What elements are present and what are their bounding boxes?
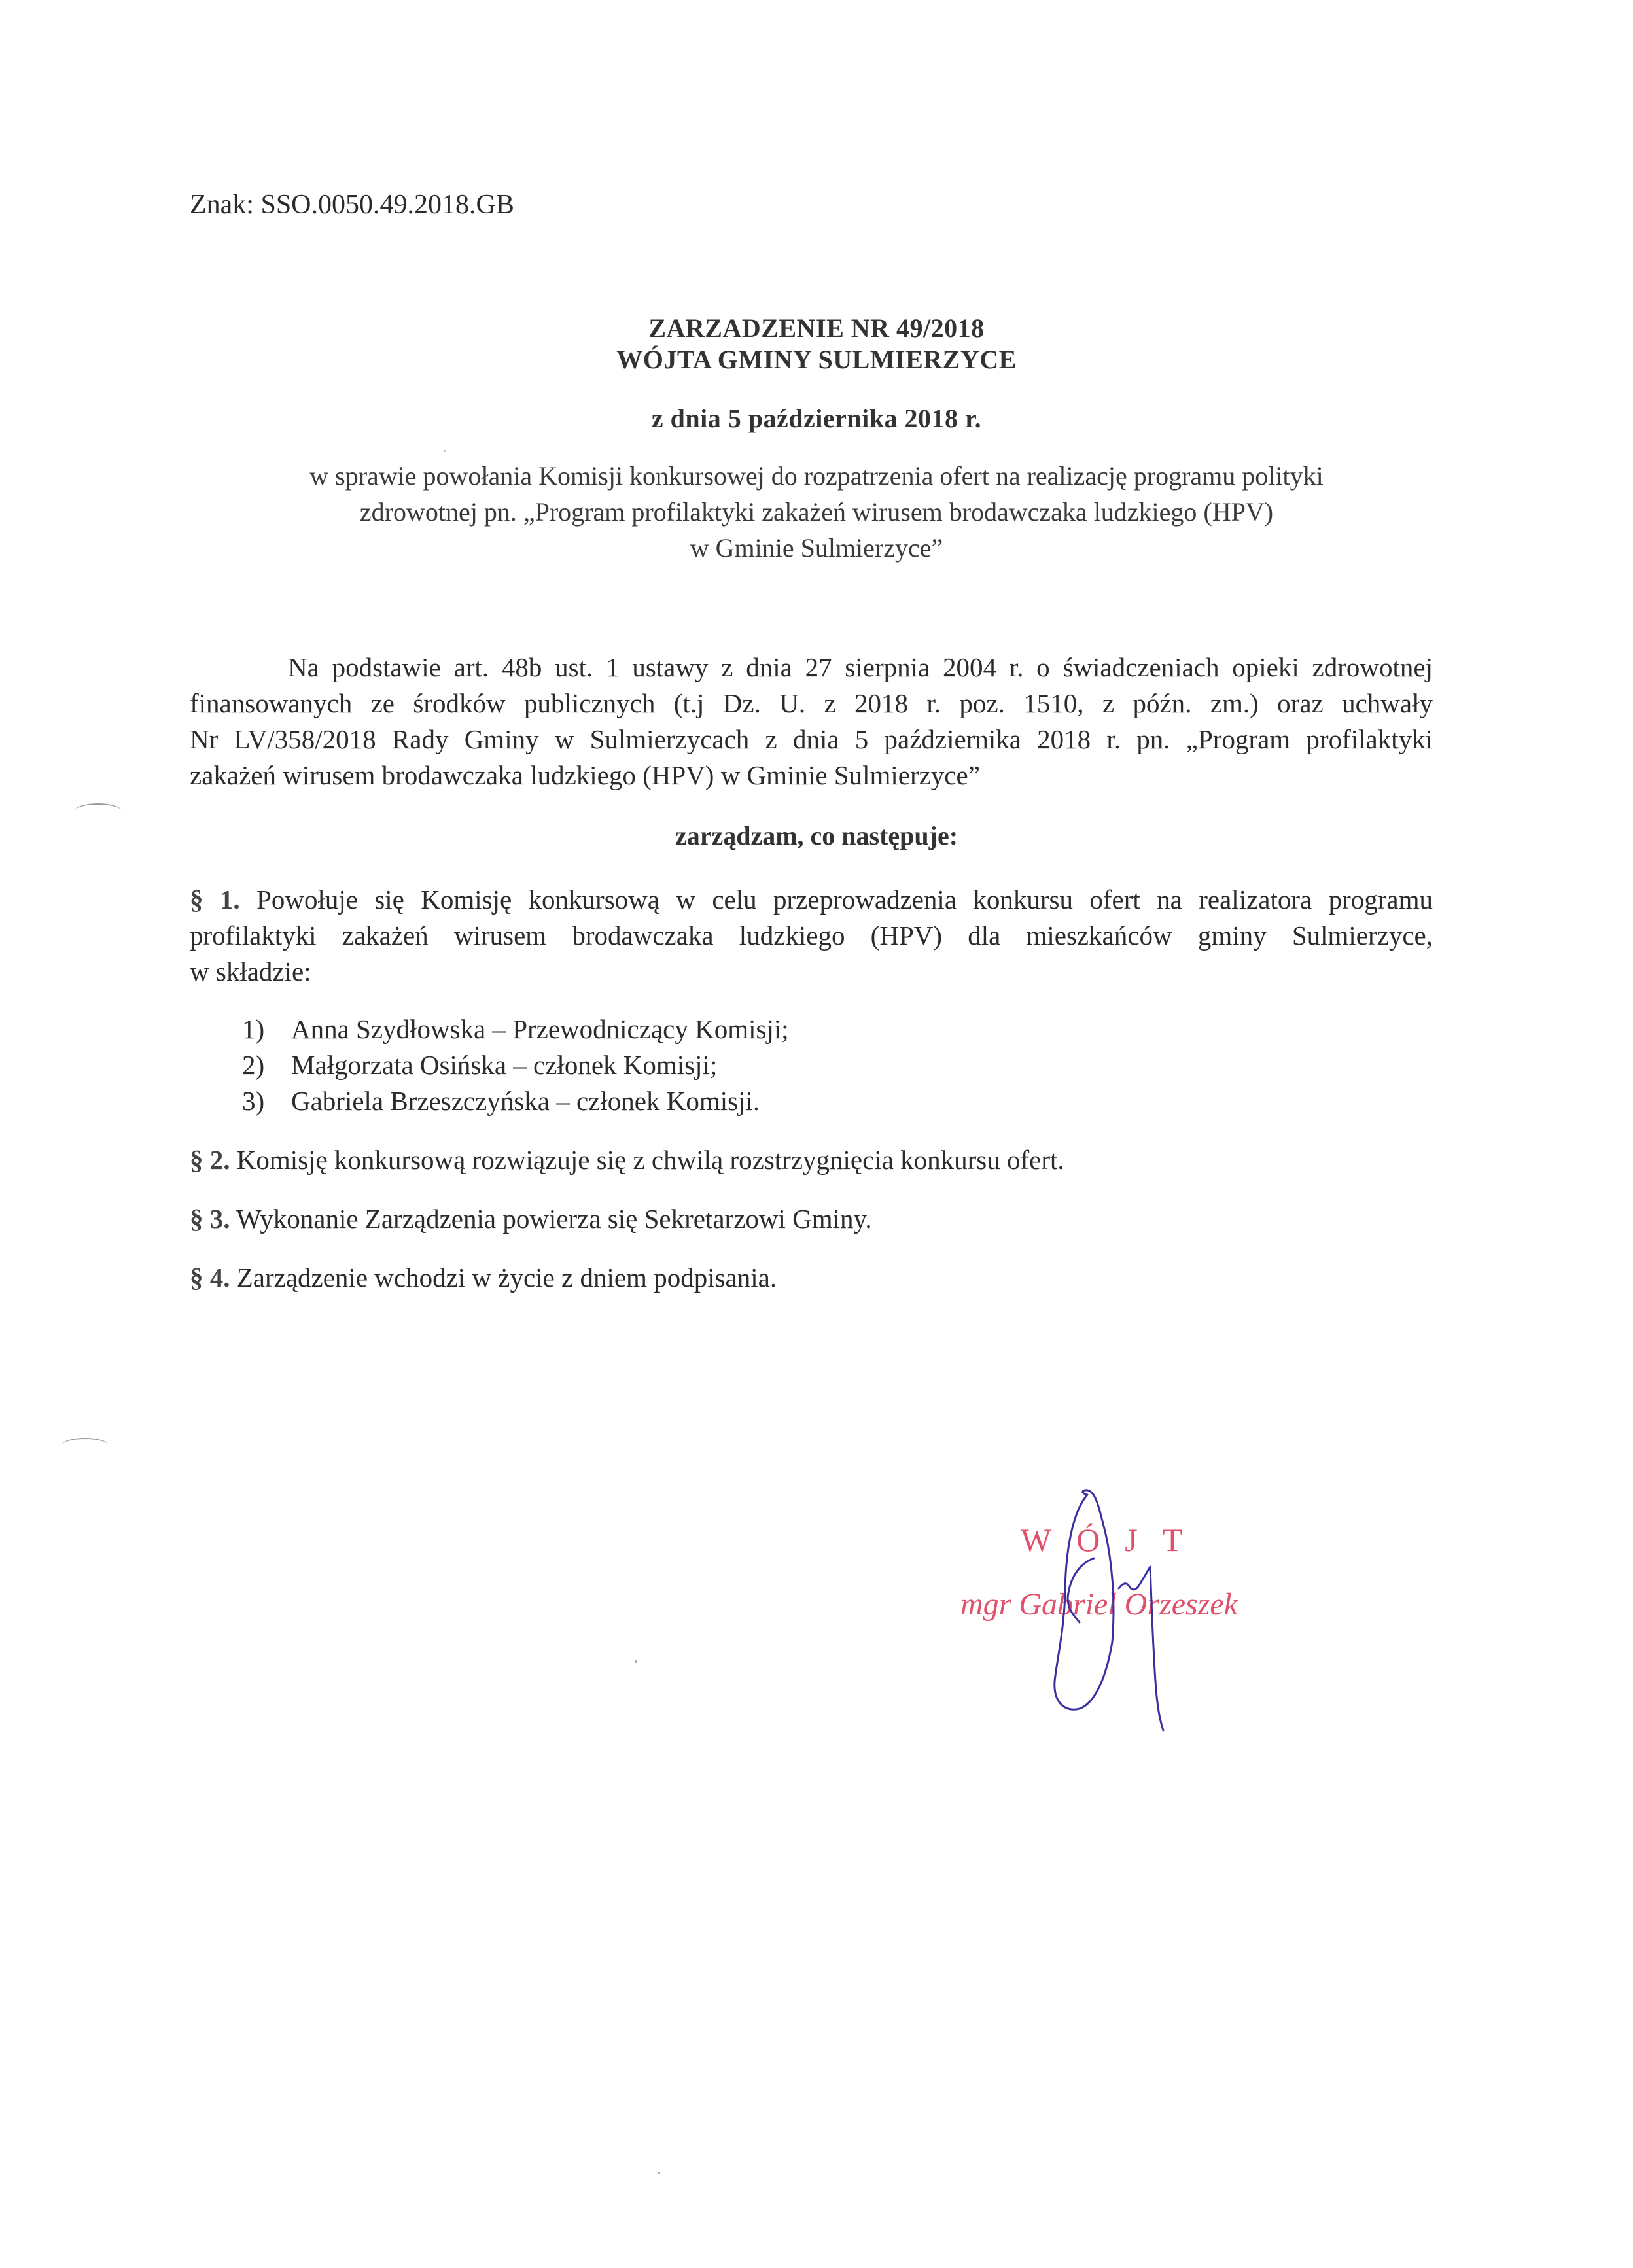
signature-stroke [1119, 1567, 1163, 1730]
document-title: ZARZADZENIE NR 49/2018 [648, 313, 985, 343]
stamp-title: WÓJT [1021, 1522, 1208, 1558]
subject-line: zdrowotnej pn. „Program profilaktyki zakażeń wirusem brodawczaka ludzkiego (HPV) [359, 497, 1274, 527]
signature-stroke [1055, 1490, 1114, 1709]
section-3-text: Wykonanie Zarządzenia powierza się Sekretarzowi Gminy. [236, 1204, 872, 1234]
member-number: 2) [242, 1050, 265, 1080]
section-mark: § 4. [190, 1263, 230, 1293]
subject-line: w sprawie powołania Komisji konkursowej do rozpatrzenia ofert na realizację programu polityki [309, 461, 1324, 491]
preamble-line: Na podstawie art. 48b ust. 1 ustawy z dnia 27 sierpnia 2004 r. o świadczeniach opieki zdrowotnej [288, 652, 1433, 682]
section-1-line: w składzie: [190, 956, 311, 986]
document-issuer: WÓJTA GMINY SULMIERZYCE [616, 345, 1017, 374]
section-4-text: Zarządzenie wchodzi w życie z dniem podpisania. [236, 1263, 777, 1293]
section-1-line: profilaktyki zakażeń wirusem brodawczaka ludzkiego (HPV) dla mieszkańców gminy Sulmierzyce, [190, 920, 1433, 951]
member-entry: Gabriela Brzeszczyńska – członek Komisji. [291, 1086, 760, 1116]
subject-line: w Gminie Sulmierzyce” [690, 533, 943, 563]
preamble-paragraph [190, 650, 1433, 794]
section-1 [190, 882, 1433, 990]
section-1-line: Powołuje się Komisję konkursową w celu przeprowadzenia konkursu ofert na realizatora programu [256, 884, 1433, 915]
preamble-line: finansowanych ze środków publicznych (t.j Dz. U. z 2018 r. poz. 1510, z późn. zm.) oraz uchwały [190, 688, 1433, 718]
scan-speck [635, 1660, 637, 1663]
section-2 [190, 1147, 1064, 1174]
section-mark: § 1. [190, 884, 240, 915]
signature-stroke [1068, 1558, 1094, 1622]
section-mark: § 3. [190, 1204, 230, 1234]
preamble-line: zakażeń wirusem brodawczaka ludzkiego (HPV) w Gminie Sulmierzyce” [190, 760, 980, 790]
section-mark: § 2. [190, 1145, 230, 1175]
scan-speck [444, 450, 446, 452]
section-4 [190, 1265, 777, 1291]
section-3 [190, 1206, 872, 1232]
section-2-text: Komisję konkursową rozwiązuje się z chwilą rozstrzygnięcia konkursu ofert. [236, 1145, 1064, 1175]
punch-hole-shadow [62, 1438, 108, 1452]
stamp-name: mgr Gabriel Orzeszek [960, 1587, 1238, 1622]
decree-intro: zarządzam, co następuje: [675, 821, 958, 850]
member-number: 3) [242, 1086, 265, 1116]
member-number: 1) [242, 1014, 265, 1044]
preamble-line: Nr LV/358/2018 Rady Gminy w Sulmierzycach z dnia 5 października 2018 r. pn. „Program profilaktyki [190, 724, 1433, 754]
handwritten-signature [916, 1406, 1308, 1734]
punch-hole-shadow [75, 803, 121, 818]
member-entry: Małgorzata Osińska – członek Komisji; [291, 1050, 718, 1080]
scan-speck [658, 2172, 660, 2174]
member-entry: Anna Szydłowska – Przewodniczący Komisji; [291, 1014, 789, 1044]
document-reference: Znak: SSO.0050.49.2018.GB [190, 190, 514, 220]
document-date: z dnia 5 października 2018 r. [651, 404, 982, 433]
